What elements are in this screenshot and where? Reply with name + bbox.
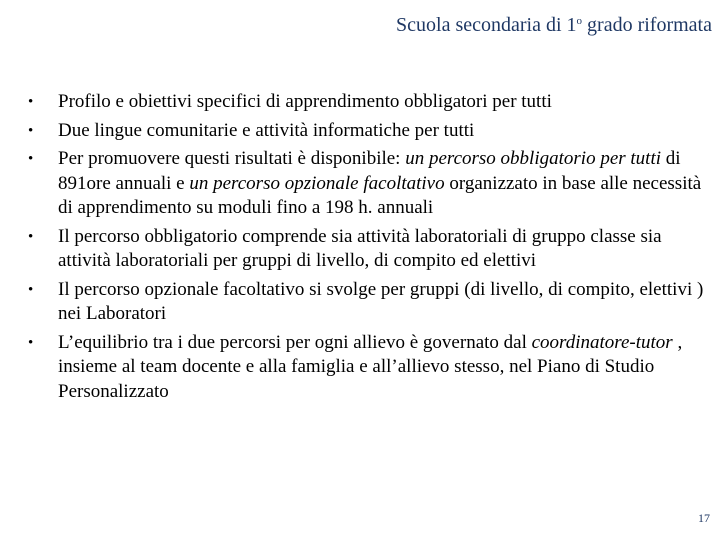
bullet-text-part: di 891ore annuali e xyxy=(58,148,681,194)
bullet-text-part: organizzato in base alle necessità di apprendimento su moduli fino a 198 h. annuali xyxy=(58,172,702,218)
bullet-text-part: L’equilibrio tra i due percorsi per ogni allievo è governato dal xyxy=(58,331,532,353)
bullet-dot-icon: • xyxy=(28,281,34,298)
bullet-item xyxy=(28,119,708,144)
bullet-dot-icon: • xyxy=(28,334,34,351)
bullet-item xyxy=(28,90,708,115)
bullet-text-italic: un percorso obbligatorio per tutti xyxy=(405,148,662,169)
bullet-text-part: , insieme al team docente e alla famiglia e all’allievo stesso, nel Piano di Studio Personalizzato xyxy=(58,331,683,402)
bullet-item xyxy=(28,278,708,327)
page-number: 17 xyxy=(698,511,710,525)
bullet-dot-icon: • xyxy=(28,228,34,245)
bullet-text: Profilo e obiettivi specifici di apprendimento obbligatori per tutti xyxy=(58,91,552,112)
slide-title-suffix: grado riformata xyxy=(582,14,712,36)
bullet-text: Il percorso opzionale facoltativo si svolge per gruppi (di livello, di compito, elettivi ) nei Laboratori xyxy=(58,278,704,324)
bullet-text: Il percorso obbligatorio comprende sia attività laboratoriali di gruppo classe sia attività laboratoriali per gruppi di livello, di compito ed elettivi xyxy=(58,225,662,271)
slide-title xyxy=(396,14,712,37)
slide-title-prefix: Scuola secondaria di 1 xyxy=(396,14,577,36)
bullet-item xyxy=(28,331,708,405)
bullet-text-italic: un percorso opzionale facoltativo xyxy=(189,172,445,194)
bullet-text-part: Per promuovere questi risultati è disponibile: xyxy=(58,148,406,169)
bullet-item xyxy=(28,147,708,221)
bullet-text-italic: coordinatore-tutor xyxy=(531,331,673,353)
slide-title-superscript: o xyxy=(576,15,583,27)
bullet-text: Due lingue comunitarie e attività informatiche per tutti xyxy=(58,119,475,141)
bullet-dot-icon: • xyxy=(28,94,34,110)
bullet-item xyxy=(28,225,708,274)
bullet-dot-icon: • xyxy=(28,151,34,167)
bullet-dot-icon: • xyxy=(28,122,34,139)
bullet-list xyxy=(28,90,708,408)
